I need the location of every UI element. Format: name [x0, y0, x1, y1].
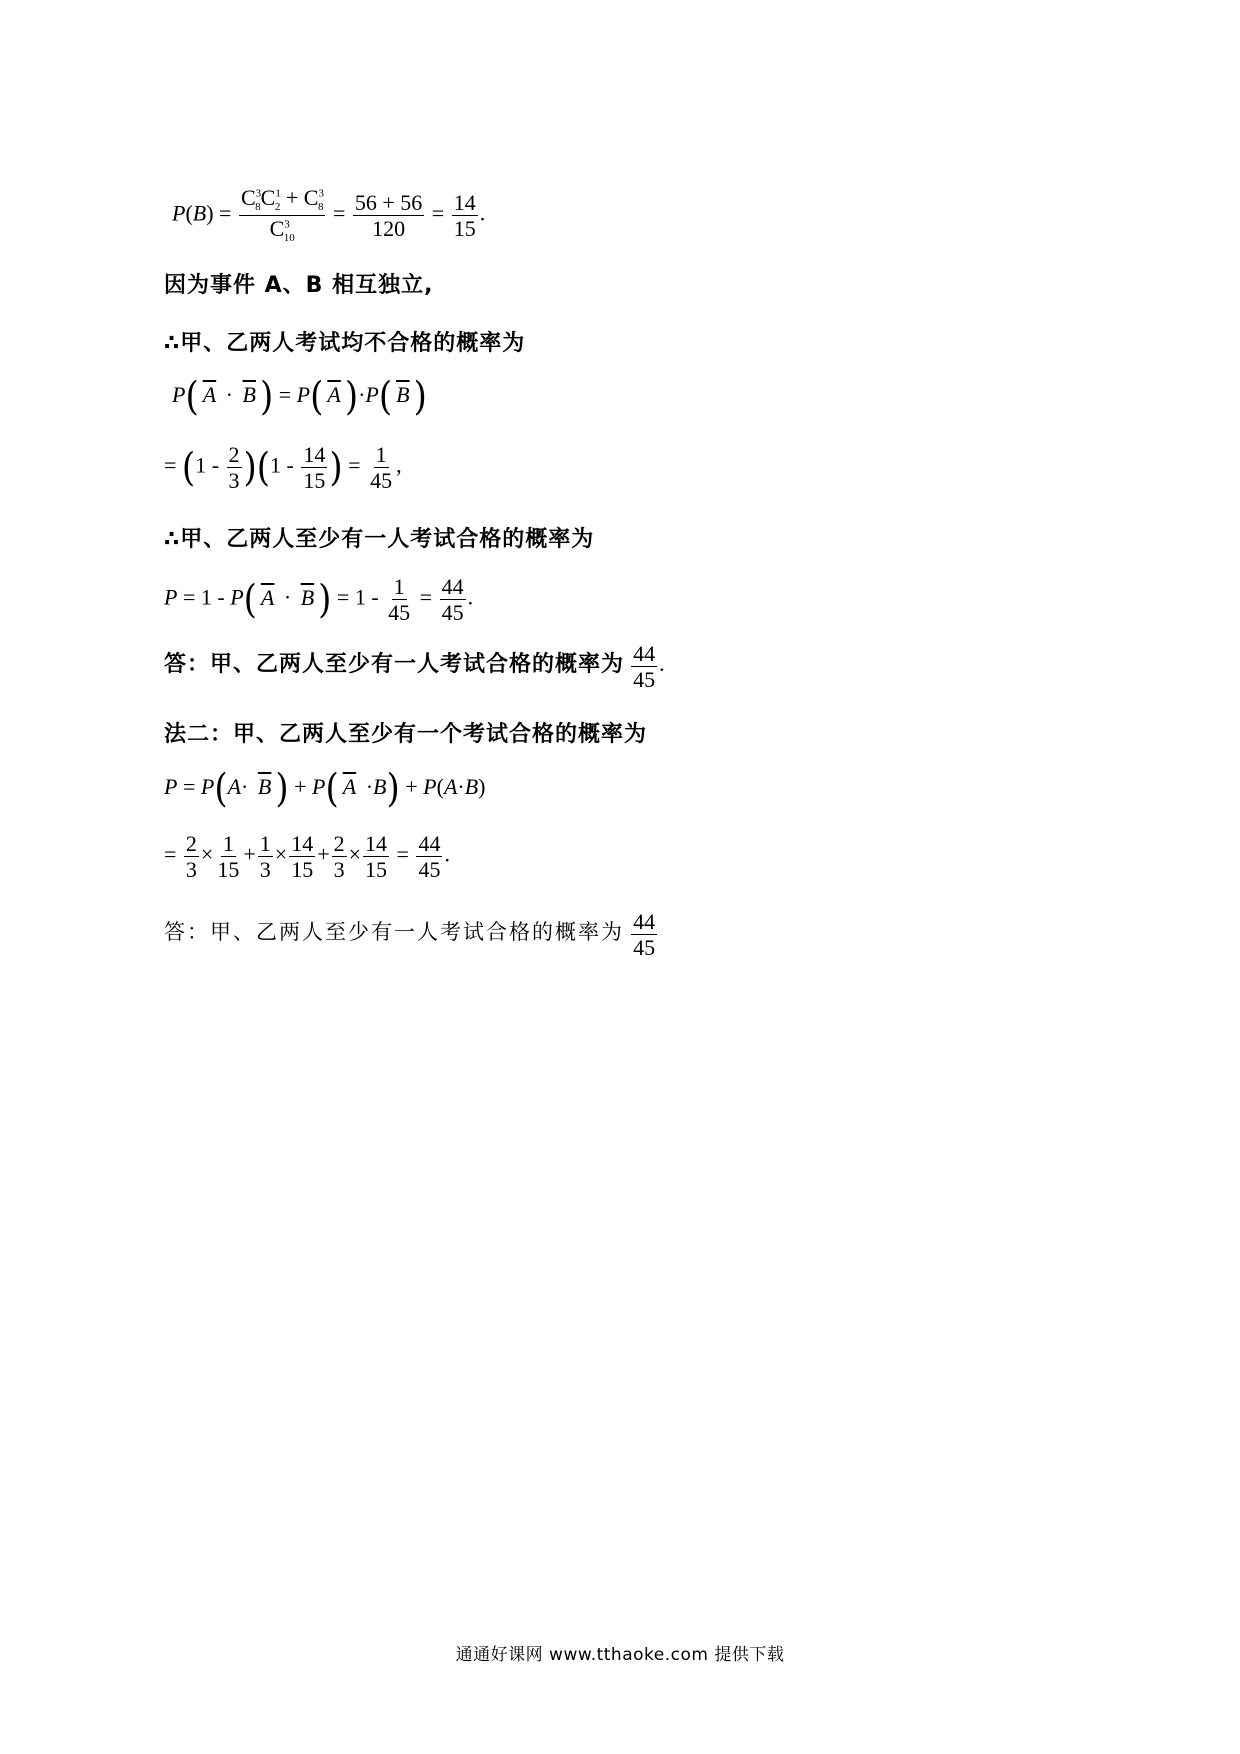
pb-frac-2: $\frac{56 + 56}{120}$: [354, 189, 423, 241]
frac-a: $\frac{2}{3}$: [185, 831, 197, 883]
answer-1-text: 答：甲、乙两人至少有一人考试合格的概率为: [164, 652, 625, 678]
frac-44-45: $\frac{44}{45}$: [441, 574, 464, 626]
answer-1: 答：甲、乙两人至少有一人考试合格的概率为 $\frac{44}{45}$ .: [164, 641, 665, 693]
frac-e: $\frac{2}{3}$: [333, 831, 345, 883]
both-fail-expression: P( $\overline{A} \cdot \overline{B}$ ) = P( $\overline{A}$ )·P( $\overline{B}$ ): [172, 374, 427, 420]
frac-14-15: $\frac{14}{15}$: [303, 442, 326, 494]
method-2-heading: 法二：甲、乙两人至少有一个考试合格的概率为: [164, 722, 648, 747]
frac-1-45: $\frac{1}{45}$: [370, 442, 393, 494]
frac-1-45-b: $\frac{1}{45}$: [388, 574, 411, 626]
frac-2-3: $\frac{2}{3}$: [228, 442, 240, 494]
answer-1-frac: $\frac{44}{45}$: [633, 641, 656, 693]
footer-text: 通通好课网 www.tthaoke.com 提供下载: [455, 1645, 785, 1665]
both-fail-calculation: = (1 - $\frac{2}{3}$ )(1 - $\frac{14}{15}$ ) = $\frac{1}{45}$ ,: [164, 442, 402, 494]
pb-frac-1: $\frac{C^3_8C^1_2 + C^3_8}{C^3_{10}}$: [240, 185, 324, 245]
answer-2-text: 答：甲、乙两人至少有一人考试合格的概率为: [164, 920, 624, 945]
frac-r: $\frac{44}{45}$: [418, 831, 441, 883]
answer-2: [164, 910, 659, 959]
both-fail-heading: ∴甲、乙两人考试均不合格的概率为: [164, 331, 526, 356]
independence-statement: 因为事件 A、B 相互独立,: [164, 273, 434, 298]
answer-2-frac: $\frac{44}{45}$: [633, 909, 656, 961]
method-2-calculation: = $\frac{2}{3}$ × $\frac{1}{15}$ + $\frac{1}{3}$ × $\frac{14}{15}$ + $\frac{2}{3}$ × $\frac{14}{15}$ = $\frac{44}{45}$ .: [164, 831, 450, 883]
frac-d: $\frac{14}{15}$: [291, 831, 314, 883]
at-least-calculation: P = 1 - P( $\overline{A} \cdot \overline{B}$ ) = 1 - $\frac{1}{45}$ = $\frac{44}{45}$ .: [164, 574, 474, 626]
frac-c: $\frac{1}{3}$: [259, 831, 271, 883]
method-2-expression: $P = P(A\cdot \overline{B}$ ) + P( $\overline{A} \cdot B) + P(A\cdot B)$: [164, 766, 486, 812]
frac-f: $\frac{14}{15}$: [365, 831, 388, 883]
pb-frac-3: $\frac{14}{15}$: [453, 189, 476, 241]
at-least-heading: ∴甲、乙两人至少有一人考试合格的概率为: [164, 527, 595, 552]
frac-b: $\frac{1}{15}$: [217, 831, 240, 883]
pb-formula: P(B) = $\frac{C^3_8C^1_2 + C^3_8}{C^3_{10}}$ = $\frac{56 + 56}{120}$ = $\frac{14}{15}$ .: [172, 185, 486, 245]
